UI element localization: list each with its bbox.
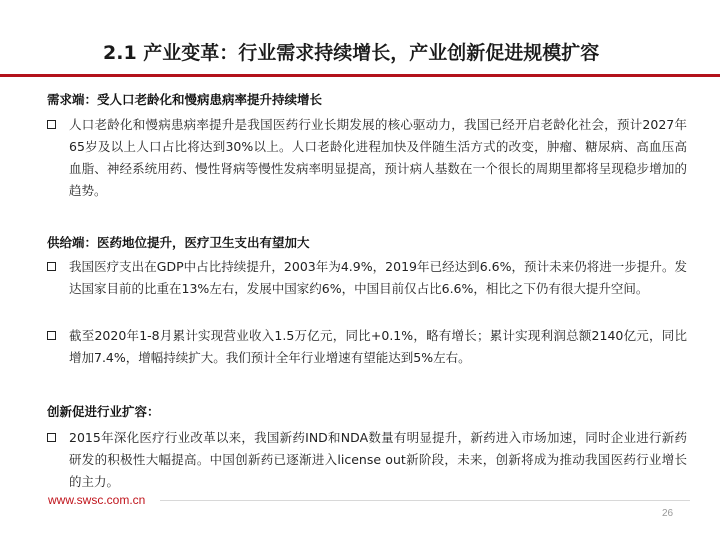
slide-title: 2.1 产业变革：行业需求持续增长，产业创新促进规模扩容 [103, 42, 600, 64]
square-bullet-icon [47, 262, 56, 271]
section-heading-innovation: 创新促进行业扩容： [47, 404, 160, 419]
title-divider [0, 74, 720, 77]
bullet-item [47, 114, 687, 202]
bullet-item [47, 325, 687, 369]
bullet-text: 截至2020年1-8月累计实现营业收入1.5万亿元，同比+0.1%，略有增长；累计实现利润总额2140亿元，同比增加7.4%，增幅持续扩大。我们预计全年行业增速有望能达到5%左右。 [69, 328, 687, 365]
square-bullet-icon [47, 120, 56, 129]
footer-divider [160, 500, 690, 501]
bullet-text: 我国医疗支出在GDP中占比持续提升，2003年为4.9%，2019年已经达到6.6%，预计未来仍将进一步提升。发达国家目前的比重在13%左右，发展中国家约6%，中国目前仅占比6.6%，相比之下仍有很大提升空间。 [69, 259, 687, 296]
bullet-text: 2015年深化医疗行业改革以来，我国新药IND和NDA数量有明显提升，新药进入市场加速，同时企业进行新药研发的积极性大幅提高。中国创新药已逐渐进入license out新阶段，未来，创新将成为推动我国医药行业增长的主力。 [69, 430, 687, 489]
bullet-text: 人口老龄化和慢病患病率提升是我国医药行业长期发展的核心驱动力，我国已经开启老龄化社会，预计2027年65岁及以上人口占比将达到30%以上。人口老龄化进程加快及伴随生活方式的改变，肿瘤、糖尿病、高血压高血脂、神经系统用药、慢性肾病等慢性发病率明显提高，预计病人基数在一个很长的周期里都将呈现稳步增加的趋势。 [69, 117, 687, 198]
bullet-item [47, 256, 687, 300]
footer-website-link[interactable]: www.swsc.com.cn [48, 493, 146, 507]
page-number: 26 [662, 508, 674, 519]
section-heading-demand: 需求端：受人口老龄化和慢病患病率提升持续增长 [47, 92, 323, 107]
bullet-item [47, 427, 687, 493]
square-bullet-icon [47, 331, 56, 340]
square-bullet-icon [47, 433, 56, 442]
section-heading-supply: 供给端：医药地位提升，医疗卫生支出有望加大 [47, 235, 310, 250]
